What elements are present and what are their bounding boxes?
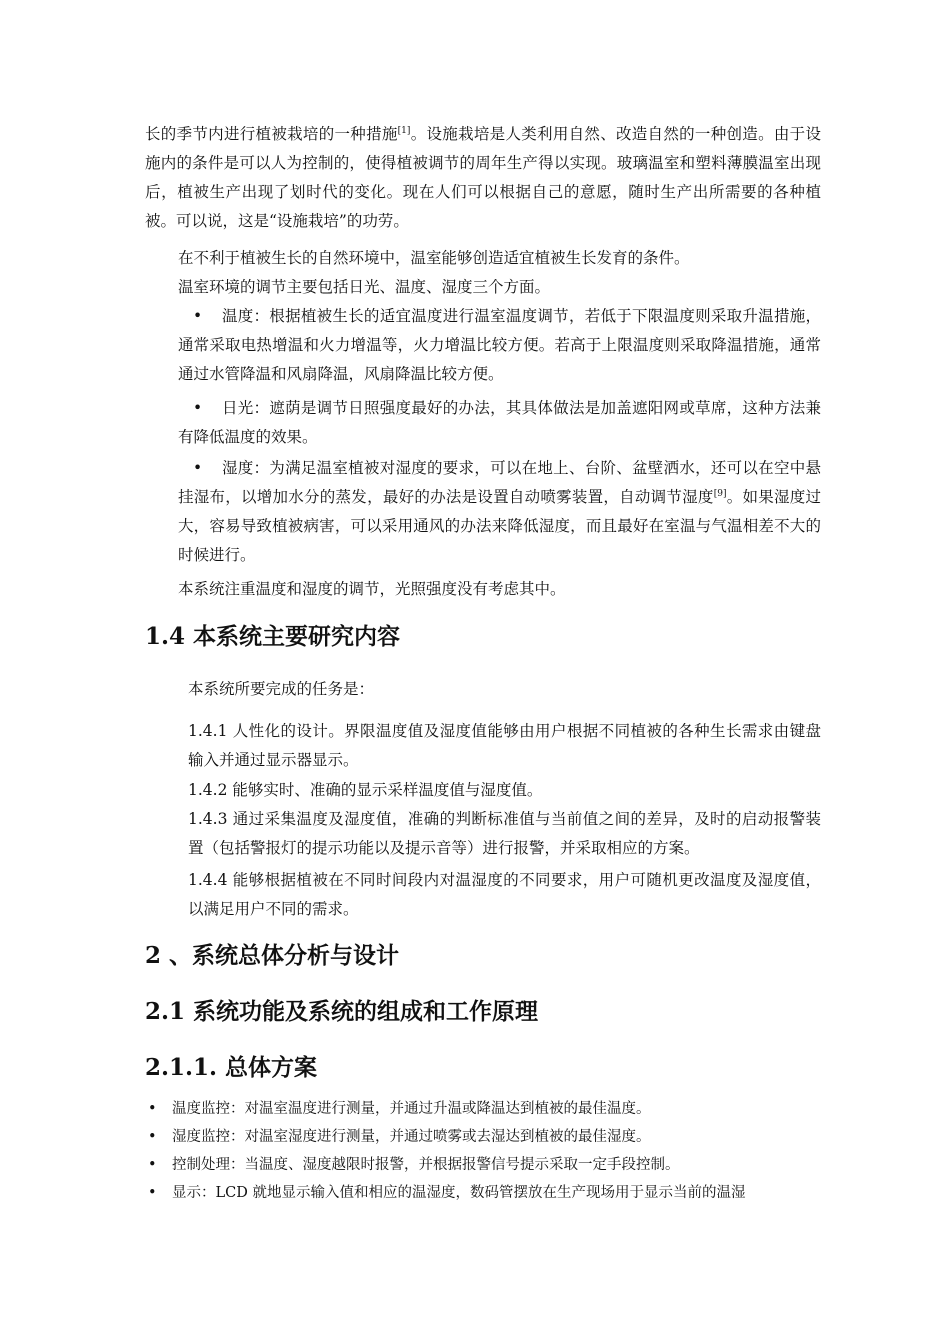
bullet-text: 。如果湿度过大，容易导致植被病害，可以采用通风的办法来降低湿度，而且最好在室温与气温相差不大的时候进行。 [178, 488, 821, 564]
intro-text-a: 长的季节内进行植被栽培的一种措施 [145, 125, 398, 143]
intro-text-b: 。设施栽培是人类利用自然、改造自然的一种创造。由于设施内的条件是可以人为控制的，使得植被调节的周年生产得以实现。玻璃温室和塑料薄膜温室出现后，植被生产出现了划时代的变化。现在人们可以根据自己的意愿，随时生产出所需要的各种植被。可以说，这是“设施栽培”的功劳。 [145, 125, 821, 230]
bullet-text: 湿度：为满足温室植被对湿度的要求，可以在地上、台阶、盆壁洒水，还可以在空中悬挂湿布，以增加水分的蒸发，最好的办法是设置自动喷雾装置，自动调节湿度 [178, 459, 821, 506]
list-item-text: 湿度监控：对温室湿度进行测量，并通过喷雾或去湿达到植被的最佳湿度。 [172, 1129, 651, 1145]
task-item-2: 1.4.2 能够实时、准确的显示采样温度值与湿度值。 [188, 781, 543, 799]
paragraph: 在不利于植被生长的自然环境中，温室能够创造适宜植被生长发育的条件。 [178, 249, 690, 267]
task-item-3: 1.4.3 通过采集温度及湿度值，准确的判断标准值与当前值之间的差异，及时的启动报警装置（包括警报灯的提示功能以及提示音等）进行报警，并采取相应的方案。 [188, 810, 821, 857]
bullet-icon: • [193, 399, 203, 417]
paragraph: 温室环境的调节主要包括日光、温度、湿度三个方面。 [178, 278, 551, 296]
paragraph: 本系统注重温度和湿度的调节，光照强度没有考虑其中。 [178, 580, 566, 598]
bullet-icon: • [148, 1157, 157, 1173]
task-item-4: 1.4.4 能够根据植被在不同时间段内对温湿度的不同要求，用户可随机更改温度及湿度值，以满足用户不同的需求。 [188, 871, 821, 918]
list-item [145, 1123, 825, 1151]
bullet-humidity [178, 454, 821, 570]
list-item [145, 1179, 825, 1207]
list-item [145, 1095, 825, 1123]
task-item-1: 1.4.1 人性化的设计。界限温度值及湿度值能够由用户根据不同植被的各种生长需求由键盘输入并通过显示器显示。 [188, 722, 821, 769]
intro-paragraph [145, 120, 821, 236]
bullet-temperature [178, 302, 821, 389]
bullet-text: 温度：根据植被生长的适宜温度进行温室温度调节，若低于下限温度则采取升温措施，通常采取电热增温和火力增温等，火力增温比较方便。若高于上限温度则采取降温措施，通常通过水管降温和风扇降温，风扇降温比较方便。 [178, 307, 821, 383]
bullet-icon: • [193, 459, 203, 477]
tasks-lead: 本系统所要完成的任务是： [188, 680, 375, 698]
section-heading-1-4: 1.4 本系统主要研究内容 [145, 623, 401, 650]
scheme-list [145, 1095, 825, 1207]
section-heading-2: 2 、系统总体分析与设计 [145, 942, 400, 969]
section-heading-2-1-1: 2.1.1. 总体方案 [145, 1054, 318, 1081]
bullet-light [178, 394, 821, 452]
list-item-text: 显示：LCD 就地显示输入值和相应的温湿度，数码管摆放在生产现场用于显示当前的温湿 [172, 1185, 746, 1201]
list-item [145, 1151, 825, 1179]
section-heading-2-1: 2.1 系统功能及系统的组成和工作原理 [145, 998, 539, 1025]
bullet-icon: • [148, 1129, 157, 1145]
bullet-icon: • [193, 307, 203, 325]
bullet-text: 日光：遮荫是调节日照强度最好的办法，其具体做法是加盖遮阳网或草席，这种方法兼有降低温度的效果。 [178, 399, 821, 446]
list-item-text: 温度监控：对温室温度进行测量，并通过升温或降温达到植被的最佳温度。 [172, 1101, 651, 1117]
bullet-icon: • [148, 1101, 157, 1117]
citation: [9] [713, 489, 727, 499]
list-item-text: 控制处理：当温度、湿度越限时报警，并根据报警信号提示采取一定手段控制。 [172, 1157, 680, 1173]
citation: [1] [397, 126, 411, 136]
bullet-icon: • [148, 1185, 157, 1201]
